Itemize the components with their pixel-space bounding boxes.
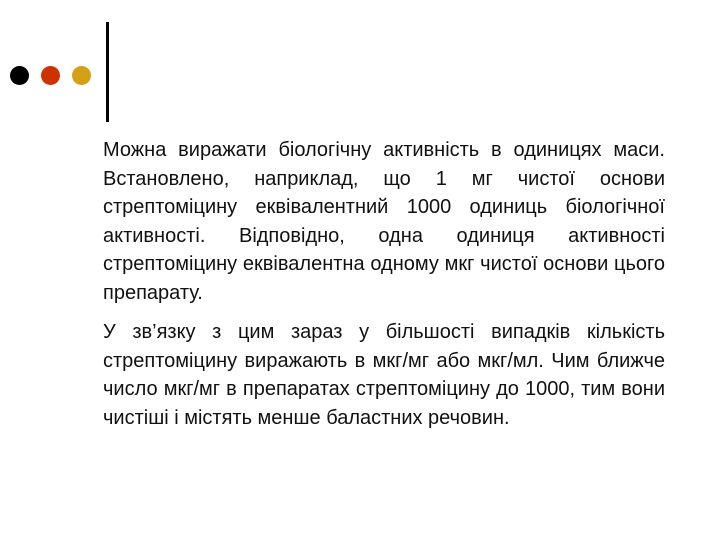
paragraph-units-expression: У зв’язку з цим зараз у більшості випадків кількість стрептоміцину виражають в мкг/мг або мкг/мл. Чим ближче число мкг/мг в препаратах стрептоміцину до 1000, тим вони чистіші і містять менше баластних речовин. <box>103 321 665 429</box>
slide-body <box>103 136 665 432</box>
gold-bullet-dot <box>72 66 91 85</box>
red-bullet-dot <box>41 66 60 85</box>
black-bullet-dot <box>10 66 29 85</box>
paragraph-biological-activity: Можна виражати біологічну активність в одиницях маси. Встановлено, наприклад, що 1 мг чистої основи стрептоміцину еквівалентний 1000 одиниць біологічної активності. Відповідно, одна одиниця активності стрептоміцину еквівалентна одному мкг чистої основи цього препарату. <box>103 139 665 304</box>
vertical-divider <box>106 22 109 122</box>
